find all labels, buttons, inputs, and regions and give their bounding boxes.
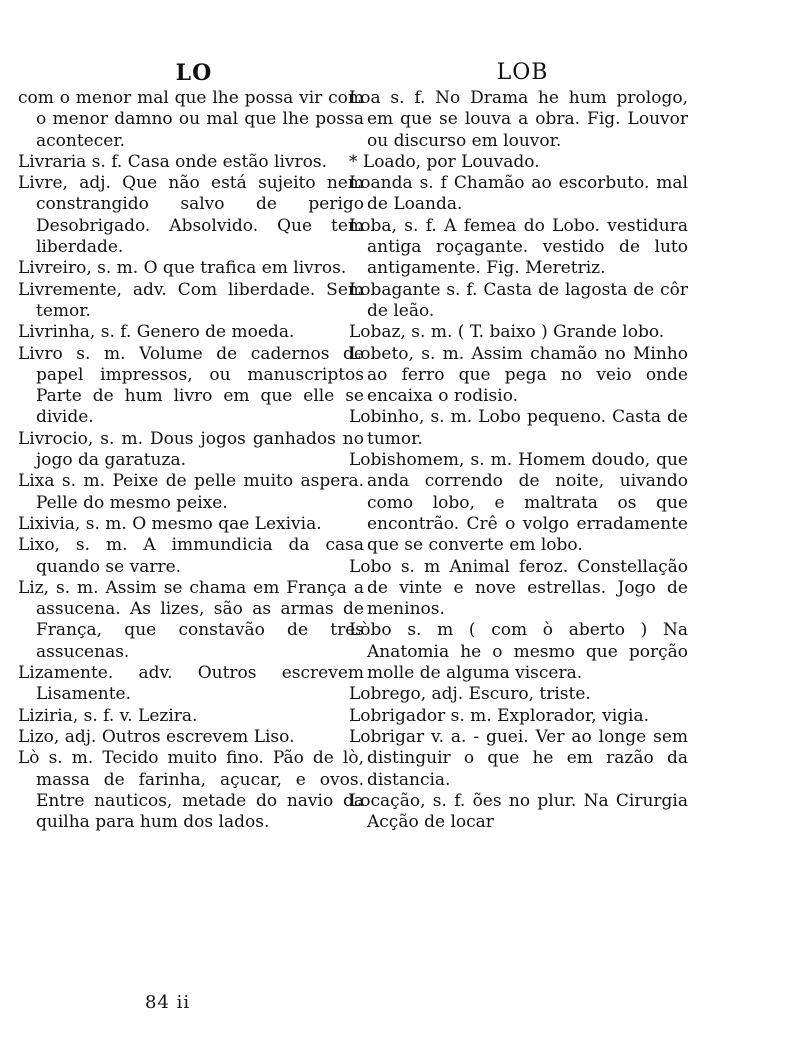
- dictionary-entry: Lizo, adj. Outros escrevem Liso.: [18, 726, 295, 747]
- dictionary-entry: Lizamente. adv. Outros escrevem Lisamente.: [18, 663, 364, 705]
- dictionary-entry: Lobrigar v. a. - guei. Ver ao longe sem distinguir o que he em razão da distancia.: [349, 726, 688, 790]
- dictionary-entry: Livraria s. f. Casa onde estão livros.: [18, 151, 328, 172]
- dictionary-entry: Lobagante s. f. Casta de lagosta de côr de leão.: [349, 279, 688, 321]
- right-entries-list: [343, 88, 688, 833]
- dictionary-entry: Livremente, adv. Com liberdade. Sem temor.: [18, 279, 364, 321]
- dictionary-entry: Locação, s. f. ões no plur. Na Cirurgia Acção de locar: [349, 790, 688, 833]
- dictionary-entry: Lobrego, adj. Escuro, triste.: [349, 684, 591, 705]
- dictionary-entry: Lobrigador s. m. Explorador, vigia.: [349, 705, 649, 726]
- dictionary-entry: com o menor mal que lhe possa vir com o menor damno ou mal que lhe possa acontecer.: [18, 88, 364, 151]
- dictionary-entry: Lobeto, s. m. Assim chamão no Minho ao ferro que pega no veio onde encaixa o rodisio.: [349, 343, 688, 407]
- dictionary-entry: Liz, s. m. Assim se chama em França a assucena. As lizes, são as armas de França, que constavão de tres assucenas.: [18, 577, 364, 662]
- dictionary-entry: Lobinho, s. m. Lobo pequeno. Casta de tumor.: [349, 407, 688, 449]
- dictionary-entry: * Loado, por Louvado.: [349, 151, 540, 172]
- dictionary-entry: Loa s. f. No Drama he hum prologo, em que se louva a obra. Fig. Louvor ou discurso em louvor.: [349, 88, 688, 151]
- dictionary-entry: Lobo s. m Animal feroz. Constellação de vinte e nove estrellas. Jogo de meninos.: [349, 556, 688, 620]
- left-entries-list: [14, 88, 364, 833]
- right-column: [343, 58, 688, 833]
- dictionary-entry: Liziria, s. f. v. Lezira.: [18, 705, 198, 726]
- dictionary-entry: Livrocio, s. m. Dous jogos ganhados no jogo da garatuza.: [18, 428, 364, 471]
- dictionary-entry: Livreiro, s. m. O que trafica em livros.: [18, 258, 347, 279]
- right-column-header: LOB: [496, 60, 549, 85]
- dictionary-entry: Lobaz, s. m. ( T. baixo ) Grande lobo.: [349, 322, 665, 343]
- dictionary-entry: Loba, s. f. A femea do Lobo. vestidura antiga roçagante. vestido de luto antigamente. Fig. Meretriz.: [349, 215, 688, 279]
- dictionary-entry: Lobishomem, s. m. Homem doudo, que anda correndo de noite, uivando como lobo, e maltrata os que encontrão. Crê o volgo erradamente que se converte em lobo.: [349, 450, 688, 556]
- dictionary-entry: Lixo, s. m. A immundicia da casa quando se varre.: [18, 535, 364, 577]
- dictionary-entry: Lixa s. m. Peixe de pelle muito aspera. Pelle do mesmo peixe.: [18, 471, 364, 513]
- dictionary-entry: Loanda s. f Chamão ao escorbuto. mal de Loanda.: [349, 173, 688, 215]
- left-column: [14, 58, 364, 833]
- dictionary-entry: Lixivia, s. m. O mesmo qae Lexivia.: [18, 513, 322, 534]
- dictionary-entry: Livrinha, s. f. Genero de moeda.: [18, 322, 295, 343]
- printer-signature: 84 ii: [145, 992, 191, 1013]
- dictionary-entry: Lò s. m. Tecido muito fino. Pão de lò, massa de farinha, açucar, e ovos. Entre nauticos, metade do navio da quilha para hum dos lados.: [18, 748, 364, 833]
- left-column-header: LO: [175, 60, 213, 86]
- dictionary-entry: Livro s. m. Volume de cadernos de papel impressos, ou manuscriptos Parte de hum livro em que elle se divide.: [18, 343, 364, 428]
- dictionary-entry: Livre, adj. Que não está sujeito nem constrangido salvo de perigo Desobrigado. Absolvido. Que tem liberdade.: [18, 173, 364, 258]
- dictionary-entry: Lòbo s. m ( com ò aberto ) Na Anatomia he o mesmo que porção molle de alguma viscera.: [349, 620, 688, 684]
